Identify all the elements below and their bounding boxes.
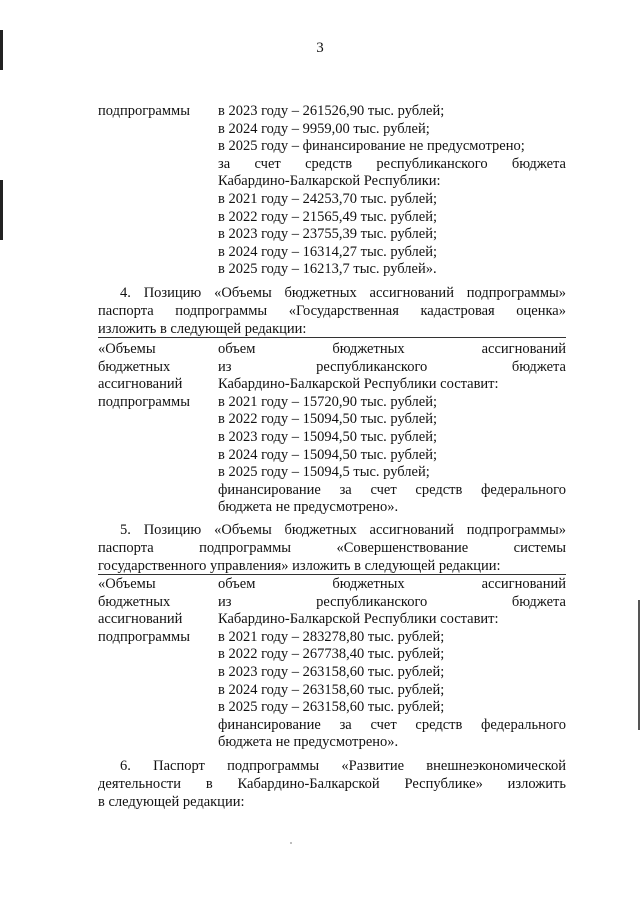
paragraph-line: паспорта подпрограммы «Совершенствование системы	[98, 540, 566, 556]
block-line: финансирование за счет средств федерального	[218, 481, 566, 498]
block-line: в 2024 году – 263158,60 тыс. рублей;	[218, 681, 445, 698]
paragraph-line: паспорта подпрограммы «Государственная кадастровая оценка»	[98, 303, 566, 319]
block-line: за счет средств республиканского бюджета	[218, 155, 566, 172]
paragraph-4	[98, 284, 566, 338]
block-label: «Объемы	[98, 576, 156, 592]
block-line: в 2022 году – 15094,50 тыс. рублей;	[218, 411, 438, 428]
block-line: в 2023 году – 15094,50 тыс. рублей;	[218, 429, 438, 445]
paragraph-line: изложить в следующей редакции:	[98, 321, 307, 337]
block-label: бюджетных	[98, 593, 171, 610]
table-rule	[98, 337, 566, 338]
block-line: в 2024 году – 9959,00 тыс. рублей;	[218, 120, 430, 137]
block-line: в 2025 году – 263158,60 тыс. рублей;	[218, 699, 445, 716]
block-label: ассигнований	[98, 376, 183, 393]
block-line: в 2024 году – 16314,27 тыс. рублей;	[218, 243, 438, 260]
block-line: объем бюджетных ассигнований	[218, 341, 566, 357]
paragraph-6	[98, 757, 566, 811]
page-number: 3	[316, 40, 324, 56]
block-line: в 2023 году – 261526,90 тыс. рублей;	[218, 103, 445, 119]
block-line: бюджета не предусмотрено».	[218, 499, 399, 516]
block-line: в 2021 году – 15720,90 тыс. рублей;	[218, 393, 438, 410]
block-line: Кабардино-Балкарской Республики составит:	[218, 611, 499, 628]
block-line: в 2025 году – 16213,7 тыс. рублей».	[218, 261, 437, 278]
block-line: в 2023 году – 263158,60 тыс. рублей;	[218, 664, 445, 680]
block-label: подпрограммы	[98, 628, 190, 645]
block-line: финансирование за счет средств федерального	[218, 716, 566, 733]
scan-edge-mark	[0, 180, 3, 240]
block-line: в 2024 году – 15094,50 тыс. рублей;	[218, 446, 438, 463]
scan-speck	[290, 842, 292, 844]
block-line: бюджета не предусмотрено».	[218, 734, 399, 751]
block-line: в 2022 году – 267738,40 тыс. рублей;	[218, 646, 445, 663]
block-line: Кабардино-Балкарской Республики составит:	[218, 376, 499, 393]
block-line: в 2022 году – 21565,49 тыс. рублей;	[218, 208, 438, 225]
paragraph-line: 6. Паспорт подпрограммы «Развитие внешнеэкономической	[120, 758, 566, 774]
block-label: «Объемы	[98, 341, 156, 357]
block-line: в 2023 году – 23755,39 тыс. рублей;	[218, 226, 438, 243]
block-line: из республиканского бюджета	[218, 358, 566, 375]
block-line: объем бюджетных ассигнований	[218, 576, 566, 592]
block-label: ассигнований	[98, 611, 183, 628]
block-line: в 2021 году – 24253,70 тыс. рублей;	[218, 191, 438, 207]
paragraph-line: в следующей редакции:	[98, 794, 245, 810]
block-label: бюджетных	[98, 358, 171, 375]
block-line: в 2025 году – финансирование не предусмотрено;	[218, 138, 525, 155]
block-line: Кабардино-Балкарской Республики:	[218, 173, 441, 190]
block-label: подпрограммы	[98, 103, 190, 119]
block-line: в 2025 году – 15094,5 тыс. рублей;	[218, 464, 430, 481]
paragraph-line: 4. Позицию «Объемы бюджетных ассигнований подпрограммы»	[120, 285, 566, 301]
paragraph-5	[98, 521, 566, 575]
paragraph-line: деятельности в Кабардино-Балкарской Республике» изложить	[98, 776, 566, 792]
paragraph-line: 5. Позицию «Объемы бюджетных ассигнований подпрограммы»	[120, 522, 566, 538]
block-line: в 2021 году – 283278,80 тыс. рублей;	[218, 628, 445, 645]
block-label: подпрограммы	[98, 393, 190, 410]
block-line: из республиканского бюджета	[218, 593, 566, 610]
table-rule	[98, 574, 566, 575]
paragraph-line: государственного управления» изложить в следующей редакции:	[98, 558, 501, 574]
